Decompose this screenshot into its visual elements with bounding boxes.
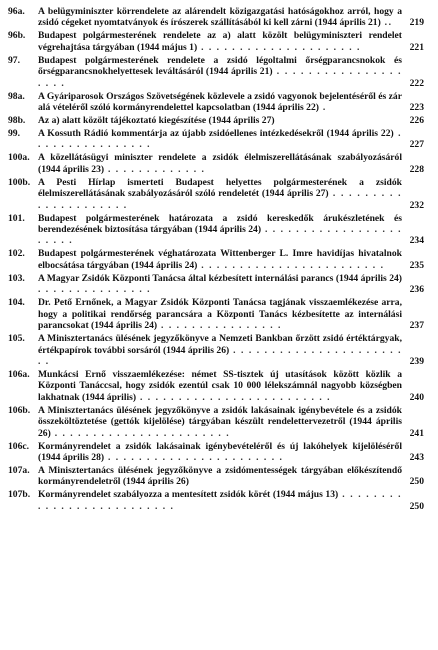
entry-number: 107b. (8, 489, 31, 501)
entry-page-number: 236 (409, 284, 424, 296)
entry-number: 98a. (8, 90, 25, 102)
entry-text: Kormányrendelet szabályozza a mentesített zsidók körét (1944 május 13) . . . . . . . . . . . . . . . . . . . . . . . . . . (38, 489, 402, 512)
entry-number: 106b. (8, 404, 31, 416)
entry-number: 102. (8, 248, 25, 260)
entry-text: A Minisztertanács ülésének jegyzőkönyve a zsidómentességek tárgyában előkészítendő kormányrendeletről (1944 április 26) (38, 464, 402, 488)
entry-text: A Minisztertanács ülésének jegyzőkönyve a zsidók lakásainak igénybevétele és a zsidók összeköltöztetése (gettók kijelölése) tárgyában készült rendelettervezetről (1944 április 26) . . . . . . . . . . . . . . . . . . . . . . . (38, 404, 402, 439)
entry-text: Budapest polgármesterének véghatározata Wittenberger L. Imre havidíjas hivatalnok elbocsátása tárgyában (1944 április 24) . . . . . . . . . . . . . . . . . . . . . . . . (38, 248, 402, 271)
toc-entry (8, 297, 424, 331)
entry-text: A Kossuth Rádió kommentárja az újabb zsidóellenes intézkedésekről (1944 április 22) . . . . . . . . . . . . . . . . (38, 128, 402, 151)
entry-number: 96a. (8, 6, 25, 17)
entry-number: 106a. (8, 368, 30, 380)
entry-text: A Pesti Hírlap ismerteti Budapest helyettes polgármesterének a zsidók élelmiszerellátásának szabályozásáról szóló rendeletét (1944 április 27) . . . . . . . . . . . . . . . . . . . . . (38, 176, 403, 211)
entry-text: Dr. Pető Ernőnek, a Magyar Zsidók Központi Tanácsa tagjának visszaemlékezése arra, hogy a politikai rendőrség parancsára a Központi Tanács kézbesítette az internálási parancsokat (1944 április 24) . . . . . . . . . . . . . . . . (38, 297, 402, 332)
entry-number: 97. (8, 54, 20, 66)
entry-page-number: 239 (409, 355, 424, 367)
toc-entry (8, 333, 424, 367)
entry-text: Az a) alatt közölt tájékoztató kiegészítése (1944 április 27) (38, 115, 275, 127)
toc-entry (8, 465, 424, 488)
entry-page-number: 219 (409, 17, 424, 29)
entry-page-number: 223 (409, 102, 424, 114)
entry-page-number: 250 (409, 476, 424, 488)
entry-page-number: 234 (409, 235, 424, 247)
entry-page-number: 232 (409, 199, 424, 211)
toc-entry (8, 489, 424, 512)
entry-text: A belügyminiszter körrendelete az alárendelt közigazgatási hatóságokhoz arról, hogy a zsidó cégeket nyomtatványok és írószerek szállításából ki kell zárni (1944 április 21) .. (38, 6, 402, 29)
toc-entry (8, 91, 424, 114)
entry-text: Kormányrendelet a zsidók lakásainak igénybevételéről és új lakóhelyek kijelöléséről (1944 április 28) . . . . . . . . . . . . . . . . . . . . . . . (38, 440, 402, 463)
entry-number: 96b. (8, 30, 26, 42)
entry-page-number: 228 (409, 163, 424, 175)
entry-number: 100a. (8, 152, 30, 164)
entry-page-number: 235 (409, 259, 424, 271)
toc-entry (8, 405, 424, 439)
entry-number: 104. (8, 297, 25, 309)
entry-page-number: 240 (409, 391, 424, 403)
toc-entry (8, 6, 424, 29)
entry-number: 103. (8, 272, 25, 284)
entry-number: 98b. (8, 115, 26, 127)
toc-entry (8, 152, 424, 175)
entry-text: A Magyar Zsidók Központi Tanácsa által kézbesített internálási parancs (1944 április 24) . . . . . . . . . . . . . . . (38, 272, 402, 296)
entry-number: 100b. (8, 176, 31, 188)
entry-page-number: 222 (409, 77, 424, 89)
entry-page-number: 243 (409, 451, 424, 463)
entry-number: 99. (8, 128, 20, 140)
entry-page-number: 221 (409, 41, 424, 53)
entry-page-number: 241 (409, 427, 424, 439)
entry-page-number: 226 (409, 115, 424, 127)
toc-entry (8, 441, 424, 464)
entry-text: Budapest polgármesterének határozata a zsidó kereskedők árukészletének és berendezésének biztosítása tárgyában (1944 április 24) . . . . . . . . . . . . . . . . . . . . . . . (38, 212, 403, 247)
entry-number: 106c. (8, 440, 30, 452)
entry-page-number: 227 (409, 139, 424, 151)
entry-text: A Minisztertanács ülésének jegyzőkönyve a Nemzeti Bankban őrzött zsidó értéktárgyak, értékpapírok további sorsáról (1944 április 26) . . . . . . . . . . . . . . . . . . . . . . . . (38, 333, 403, 367)
toc-entry (8, 128, 424, 151)
toc-entry (8, 115, 424, 126)
toc-entry (8, 55, 424, 89)
entry-text: Munkácsi Ernő visszaemlékezése: német SS-tisztek új utasítások között közlik a Központi Tanáccsal, hogy zsidók ezentúl csak 10 000 lélekszámnál nagyobb községben lakhatnak (1944 április) . . . . . . . . . . . . . . . . . . . . . . . . . (38, 368, 402, 403)
entry-number: 105. (8, 333, 25, 345)
toc-entry (8, 273, 424, 296)
toc-entry (8, 369, 424, 403)
entry-text: Budapest polgármesterének rendelete az a) alatt közölt belügyminiszteri rendelet végrehajtása tárgyában (1944 május 1) . . . . . . . . . . . . . . . . . . . . . (38, 30, 402, 53)
entry-number: 107a. (8, 464, 30, 476)
toc-entry (8, 30, 424, 53)
entry-text: Budapest polgármesterének rendelete a zsidó légoltalmi őrségparancsnokok és őrségparancsnokhelyettesek leváltásáról (1944 április 21) . . . . . . . . . . . . . . . . . . . . (38, 54, 402, 89)
entry-text: A Gyáriparosok Országos Szövetségének közlevele a zsidó vagyonok bejelentéséről és zár alá vételéről szóló kormányrendelettel kapcsolatban (1944 április 22) . (38, 90, 402, 114)
entry-number: 101. (8, 212, 25, 224)
toc-entry (8, 213, 424, 247)
entry-page-number: 250 (409, 500, 424, 512)
entry-text: A közellátásügyi miniszter rendelete a zsidók élelmiszerellátásának szabályozásáról (1944 április 23) . . . . . . . . . . . . . (38, 152, 402, 175)
toc-entry (8, 248, 424, 271)
toc-entry (8, 177, 424, 211)
entry-page-number: 237 (409, 320, 424, 332)
